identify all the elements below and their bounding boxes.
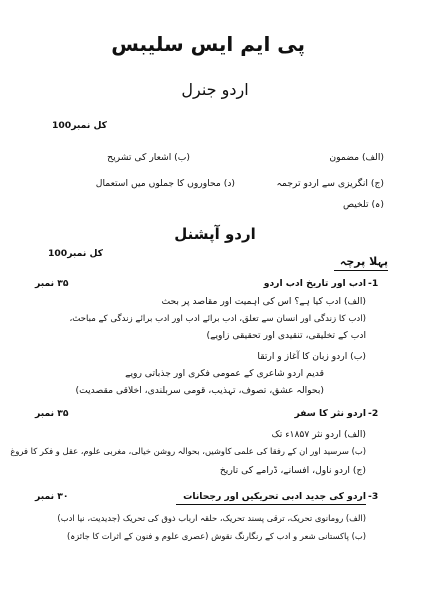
- optional-total-marks: کل نمبر100: [48, 248, 104, 259]
- section-3-line-1: (الف) رومانوی تحریک، ترقی پسند تحریک، حلقہ ارباب ذوق کی تحریک (جدیدیت، نیا ادب): [57, 513, 366, 523]
- section-1-line-2: (ادب کا زندگی اور انسان سے تعلق، ادب برائے ادب اور ادب برائے زندگی کے مباحث،: [69, 314, 366, 324]
- optional-heading: اردو آپشنل: [174, 225, 256, 243]
- section-2-number: -2: [368, 408, 379, 419]
- section-3-line-2: (ب) پاکستانی شعر و ادب کے رنگارنگ نقوش (عصری علوم و فنون کے اثرات کا جائزہ): [67, 531, 366, 541]
- section-2-line-2: (ب) سرسید اور ان کے رفقا کی علمی کاوشیں، بحوالہ روشن خیالی، مغربی علوم، عقل و فکر کا فروغ: [10, 446, 366, 456]
- section-3-number: -3: [368, 491, 379, 502]
- general-item-alif: (الف) مضمون: [329, 152, 384, 163]
- general-item-hay: (ہ) تلخیص: [342, 199, 384, 210]
- section-2-line-3: (ج) اردو ناول، افسانے، ڈرامے کی تاریخ: [219, 465, 366, 476]
- section-2-marks: ۳۵ نمبر: [35, 408, 69, 419]
- general-item-daal: (د) محاوروں کا جملوں میں استعمال: [95, 178, 235, 189]
- general-item-bay: (ب) اشعار کی تشریح: [107, 152, 190, 163]
- section-3-title: اردو کی جدید ادبی تحریکیں اور رجحانات: [183, 491, 366, 502]
- section-1-line-4: (ب) اردو زبان کا آغاز و ارتقا: [257, 351, 366, 362]
- section-1-title: ادب اور تاریخ ادب اردو: [263, 278, 366, 289]
- section-3-marks: ۳۰ نمبر: [35, 491, 69, 502]
- first-paper-underline: [334, 270, 388, 271]
- section-1-line-3: ادب کے تخلیقی، تنقیدی اور تحقیقی زاویے): [206, 330, 366, 341]
- section-1-line-1: (الف) ادب کیا ہے؟ اس کی اہمیت اور مقاصد پر بحث: [161, 296, 366, 307]
- general-item-jeem: (ج) انگریزی سے اردو ترجمہ: [276, 178, 384, 189]
- section-2-title: اردو نثر کا سفر: [294, 408, 366, 419]
- section-1-line-5: قدیم اردو شاعری کے عمومی فکری اور جذباتی رویے: [125, 368, 324, 379]
- general-heading: اردو جنرل: [181, 80, 249, 99]
- section-2-line-1: (الف) اردو نثر ۱۸۵۷ء تک: [271, 429, 366, 440]
- general-total-marks: کل نمبر100: [52, 120, 108, 131]
- document-title: پی ایم ایس سلیبس: [111, 32, 305, 56]
- first-paper-label: پہلا پرچہ: [339, 255, 388, 268]
- section-1-line-6: (بحوالہ عشق، تصوف، تہذیب، قومی سربلندی، اخلاقی مقصدیت): [75, 385, 324, 396]
- section-3-title-underline: [176, 504, 366, 505]
- section-1-marks: ۳۵ نمبر: [35, 278, 69, 289]
- section-1-number: -1: [368, 278, 379, 289]
